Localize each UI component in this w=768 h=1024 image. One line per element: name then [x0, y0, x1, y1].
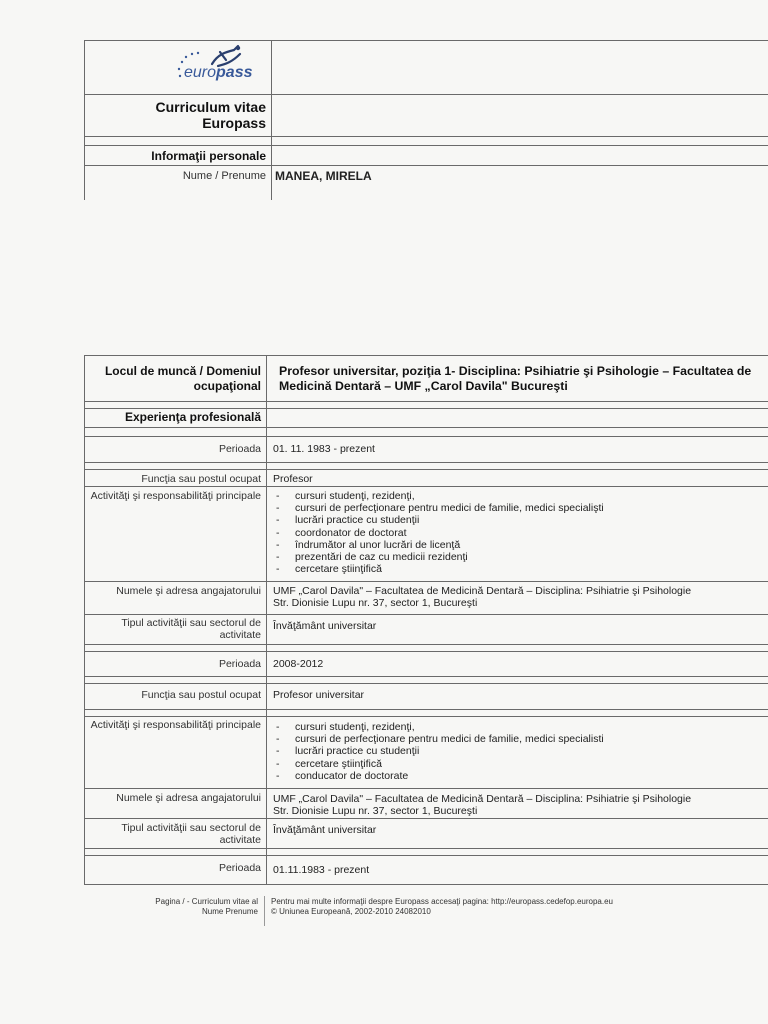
- divider: [84, 848, 768, 849]
- period-label: Perioada: [218, 443, 261, 455]
- name-value: MANEA, MIRELA: [275, 169, 372, 183]
- footer-left-line2: Nume Prenume: [201, 907, 258, 916]
- logo-text-bold: pass: [216, 64, 253, 81]
- logo-wordmark: [184, 64, 253, 82]
- sector-label-line2: activitate: [219, 629, 261, 641]
- divider: [84, 136, 768, 137]
- footer-right: [271, 897, 761, 917]
- divider: [84, 855, 768, 856]
- employer-label: Numele şi adresa angajatorului: [116, 792, 261, 804]
- sector-value: Învăţământ universitar: [273, 620, 377, 632]
- employer-value: [273, 585, 763, 609]
- list-item: - cursuri de perfecţionare pentru medici de familie, medici specialişti: [273, 502, 753, 514]
- sector-label: [88, 822, 261, 846]
- list-item: - prezentări de caz cu medicii rezidenţi: [273, 551, 753, 563]
- list-item: - lucrări practice cu studenţii: [273, 745, 753, 757]
- cv-title: [90, 99, 266, 131]
- activities-list: [273, 721, 753, 782]
- activities-label: Activităţi şi responsabilităţi principale: [90, 719, 261, 731]
- divider: [84, 165, 768, 166]
- employer-line2: Str. Dionisie Lupu nr. 37, sector 1, Bucureşti: [273, 597, 478, 609]
- occupation-label-line2: ocupaţional: [193, 379, 261, 393]
- personal-info-heading: Informaţii personale: [151, 149, 266, 163]
- sector-label-line2: activitate: [219, 834, 261, 846]
- logo-text-light: euro: [184, 64, 217, 81]
- divider: [84, 462, 768, 463]
- divider: [84, 788, 768, 789]
- footer-right-line2: © Uniunea Europeană, 2002-2010 24082010: [271, 907, 431, 916]
- divider: [84, 94, 768, 95]
- divider: [264, 896, 265, 926]
- employer-line1: UMF „Carol Davila" – Facultatea de Medicină Dentară – Disciplina: Psihiatrie şi Psihologie: [273, 793, 692, 805]
- occupation-value-line1: Profesor universitar, poziţia 1- Disciplina: Psihiatrie şi Psihologie – Facultatea de: [279, 364, 752, 378]
- divider: [84, 355, 768, 356]
- period-value: 2008-2012: [273, 658, 324, 670]
- position-value: Profesor: [273, 473, 313, 485]
- name-label: Nume / Prenume: [182, 170, 266, 182]
- divider: [84, 355, 85, 885]
- divider: [84, 884, 768, 885]
- divider: [84, 408, 768, 409]
- divider: [84, 581, 768, 582]
- divider: [84, 145, 768, 146]
- employer-value: [273, 793, 763, 817]
- employer-line1: UMF „Carol Davila" – Facultatea de Medicină Dentară – Disciplina: Psihiatrie şi Psihologie: [273, 585, 692, 597]
- list-item: - coordonator de doctorat: [273, 527, 753, 539]
- employer-label: Numele şi adresa angajatorului: [116, 585, 261, 597]
- experience-heading: Experienţa profesională: [124, 410, 261, 424]
- sector-label-line1: Tipul activităţii sau sectorul de: [121, 617, 261, 629]
- divider: [84, 469, 768, 470]
- list-item: - conducator de doctorate: [273, 770, 753, 782]
- list-item: - cercetare ştiinţifică: [273, 758, 753, 770]
- employer-line2: Str. Dionisie Lupu nr. 37, sector 1, Bucureşti: [273, 805, 478, 817]
- divider: [84, 40, 768, 41]
- occupation-value-line2: Medicină Dentară – UMF „Carol Davila" Bucureşti: [279, 379, 568, 393]
- occupation-label: [88, 364, 261, 394]
- position-value: Profesor universitar: [273, 689, 365, 701]
- europass-logo: [168, 42, 264, 90]
- divider: [84, 709, 768, 710]
- divider: [84, 683, 768, 684]
- occupation-value: [279, 364, 765, 394]
- position-label: Funcţia sau postul ocupat: [141, 689, 261, 701]
- period-label: Perioada: [218, 658, 261, 670]
- list-item: - lucrări practice cu studenţii: [273, 514, 753, 526]
- activities-list: [273, 490, 753, 575]
- occupation-label-line1: Locul de muncă / Domeniul: [104, 364, 261, 378]
- footer-left-line1: Pagina / - Curriculum vitae al: [155, 897, 258, 906]
- sector-label-line1: Tipul activităţii sau sectorul de: [121, 822, 261, 834]
- divider: [271, 40, 272, 200]
- divider: [84, 486, 768, 487]
- list-item: - cursuri de perfecţionare pentru medici de familie, medici specialisti: [273, 733, 753, 745]
- period-value: 01. 11. 1983 - prezent: [273, 443, 375, 455]
- divider: [84, 818, 768, 819]
- divider: [84, 436, 768, 437]
- cv-title-line1: Curriculum vitae: [155, 99, 266, 115]
- sector-label: [88, 617, 261, 641]
- period-value: 01.11.1983 - prezent: [273, 864, 370, 876]
- cv-title-line2: Europass: [202, 115, 266, 131]
- divider: [84, 401, 768, 402]
- list-item: - cursuri studenţi, rezidenţi,: [273, 490, 753, 502]
- divider: [84, 716, 768, 717]
- divider: [84, 651, 768, 652]
- divider: [84, 676, 768, 677]
- period-label: Perioada: [218, 862, 261, 874]
- sector-value: Învăţământ universitar: [273, 824, 377, 836]
- divider: [84, 40, 85, 200]
- activities-label: Activităţi şi responsabilităţi principale: [90, 490, 261, 502]
- footer-right-line1: Pentru mai multe informaţii despre Europass accesaţi pagina: http://europass.cedefop.europa.eu: [271, 897, 613, 906]
- footer-left: [90, 897, 258, 917]
- divider: [84, 427, 768, 428]
- divider: [84, 614, 768, 615]
- list-item: - cursuri studenţi, rezidenţi,: [273, 721, 753, 733]
- list-item: - îndrumător al unor lucrări de licenţă: [273, 539, 753, 551]
- position-label: Funcţia sau postul ocupat: [141, 473, 261, 485]
- list-item: - cercetare ştiinţifică: [273, 563, 753, 575]
- divider: [84, 644, 768, 645]
- divider: [266, 355, 267, 885]
